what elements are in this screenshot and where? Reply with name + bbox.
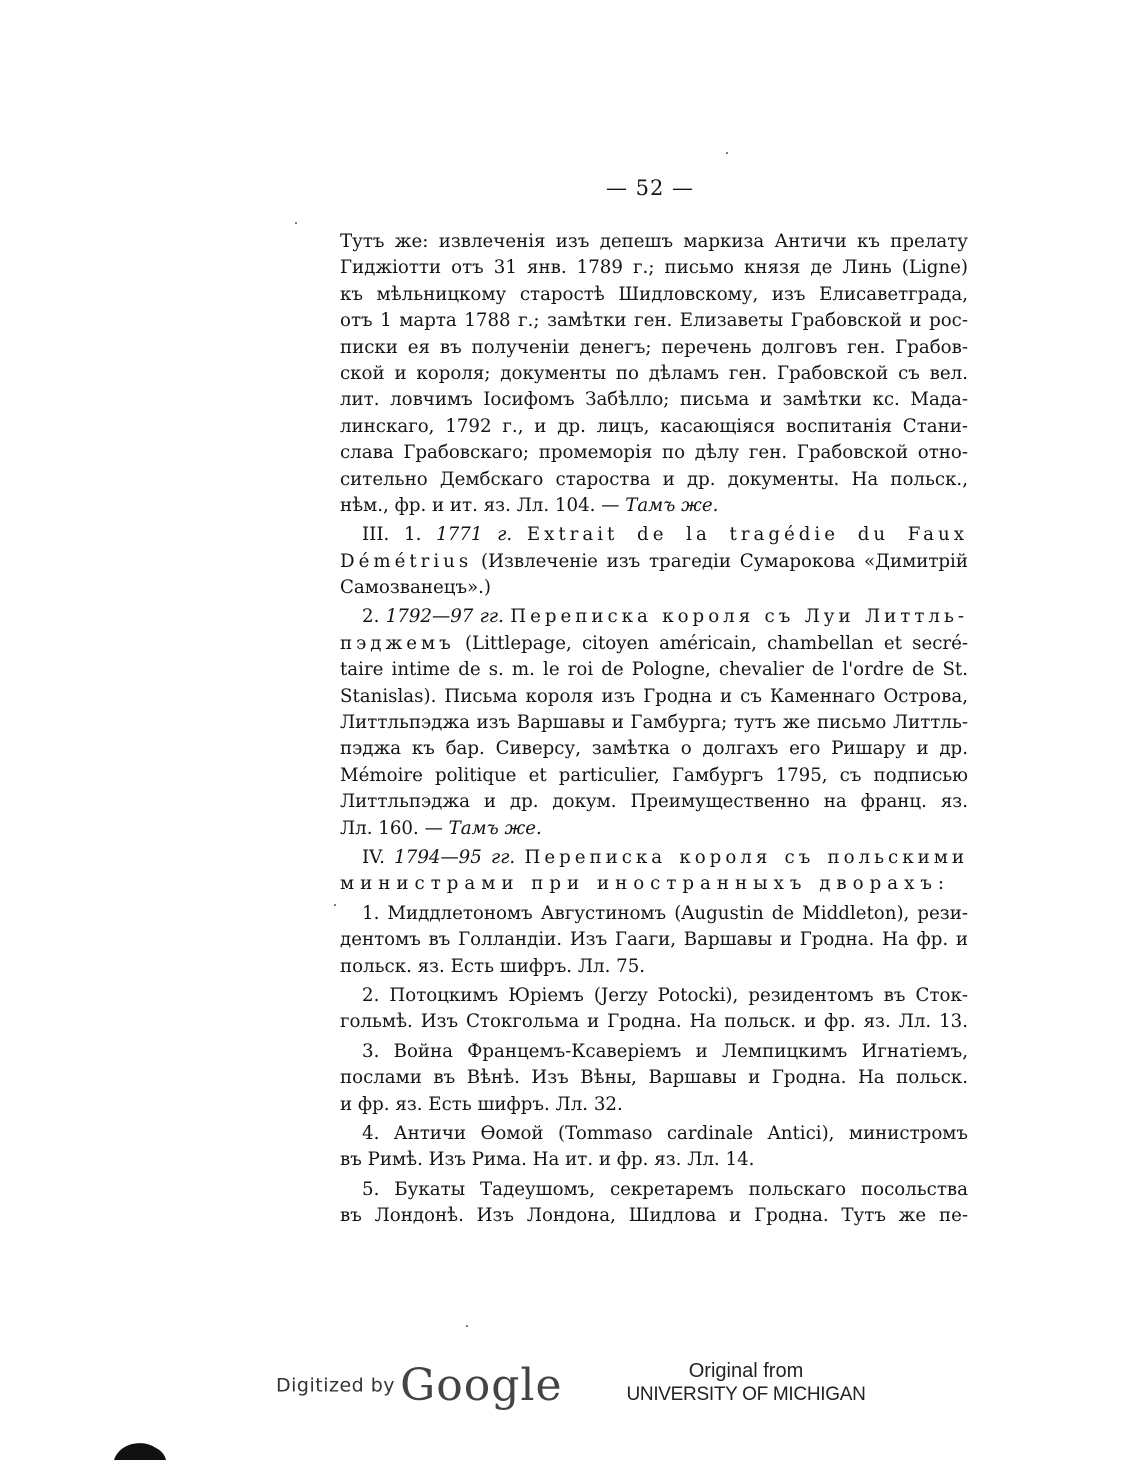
text-line: къ мѣльницкому старостѣ Шидловскому, изъ Елисаветграда, (340, 283, 968, 305)
text-segment: Лл. 160. — (340, 817, 443, 839)
entry-number: III. 1. (362, 524, 422, 546)
text-line: польск. яз. Есть шифръ. Лл. 75. (340, 955, 646, 977)
digitized-label: Digitized by (276, 1374, 396, 1397)
entry-title: Extrait de la tragédie du Faux (526, 524, 968, 546)
italic-reference: Тамъ же. (625, 494, 719, 516)
text-line: taire intime de s. m. le roi de Pologne, chevalier de l'ordre de St. (340, 659, 968, 681)
text-line (340, 871, 968, 897)
digitized-by-google (276, 1360, 563, 1411)
entry-date: 1792—97 гг. (385, 606, 504, 628)
entry-title: министрами при иностранныхъ дворахъ: (340, 873, 951, 895)
entry-title: пэджемъ (340, 632, 455, 654)
page-number: — 52 — (605, 176, 695, 200)
scan-speck (726, 152, 728, 154)
text-line: 5. Букаты Тадеушомъ, секретаремъ польскаго посольства (362, 1178, 968, 1200)
text-line: ской и короля; документы по дѣламъ ген. Грабовской съ вел. (340, 362, 968, 384)
original-from-label: Original from (688, 1360, 804, 1382)
main-text (340, 229, 968, 1229)
text-line: Stanislas). Письма короля изъ Гродна и съ Каменнаго Острова, (340, 685, 968, 707)
text-line: Литтльпэджа изъ Варшавы и Гамбурга; тутъ же письмо Литтль- (340, 712, 968, 734)
text-line: слава Грабовскаго; промеморія по дѣлу ген. Грабовской отно- (340, 442, 968, 464)
text-line: Тутъ же: извлеченія изъ депешъ маркиза Античи къ прелату (340, 231, 968, 252)
scan-speck (334, 904, 336, 906)
text-line: Самозванецъ».) (340, 577, 492, 599)
text-line: 1. Миддлетономъ Августиномъ (Augustin de Middleton), рези- (362, 902, 968, 924)
text-line: гольмѣ. Изъ Стокгольма и Гродна. На польск. и фр. яз. Лл. 13. (340, 1011, 968, 1033)
text-line: пэджа къ бар. Сиверсу, замѣтка о долгахъ его Ришару и др. (340, 738, 968, 760)
text-line: 4. Античи Ѳомой (Tommaso cardinale Antici), министромъ (362, 1122, 968, 1144)
text-segment: нѣм., фр. и ит. яз. Лл. 104. — (340, 494, 620, 516)
entry-title: Démétrius (340, 550, 473, 572)
scan-speck (466, 1325, 468, 1327)
ink-blot-icon (112, 1440, 168, 1462)
text-line: писки ея въ полученіи денегъ; перечень долговъ ген. Грабов- (340, 336, 968, 358)
text-line: 3. Война Францемъ-Ксаверіемъ и Лемпицкимъ Игнатіемъ, (362, 1040, 968, 1062)
text-line (340, 493, 968, 519)
text-line (340, 549, 968, 575)
entry-heading (340, 845, 968, 871)
entry-date: 1771 г. (436, 524, 513, 546)
text-segment: (Littlepage, citoyen américain, chambellan et secré- (464, 632, 968, 654)
entry-heading (340, 604, 968, 630)
text-line: Литтльпэджа и др. докум. Преимущественно на франц. яз. (340, 791, 968, 813)
original-from-notice (620, 1360, 872, 1406)
text-line: сительно Дембскаго староства и др. документы. На польск., (340, 468, 968, 490)
text-line: дентомъ въ Голландіи. Изъ Гааги, Варшавы и Гродна. На фр. и (340, 929, 968, 951)
text-line: въ Римѣ. Изъ Рима. На ит. и фр. яз. Лл. 14. (340, 1149, 755, 1171)
text-line: линскаго, 1792 г., и др. лицъ, касающіяся воспитанія Стани- (340, 415, 968, 437)
entry-date: 1794—95 гг. (394, 846, 516, 868)
university-label: UNIVERSITY OF MICHIGAN (626, 1384, 866, 1405)
text-line: отъ 1 марта 1788 г.; замѣтки ген. Елизаветы Грабовской и рос- (340, 310, 968, 332)
text-line: и фр. яз. Есть шифръ. Лл. 32. (340, 1093, 623, 1115)
text-line: лит. ловчимъ Іосифомъ Забѣлло; письма и замѣтки кс. Мада- (340, 389, 968, 411)
text-line: послами въ Вѣнѣ. Изъ Вѣны, Варшавы и Гродна. На польск. (340, 1067, 968, 1089)
text-segment: (Извлеченіе изъ трагедіи Сумарокова «Димитрій (480, 550, 968, 572)
text-line (340, 631, 968, 657)
text-line (340, 816, 968, 842)
entry-title: Переписка короля съ Луи Литтль- (510, 606, 968, 628)
text-line: въ Лондонѣ. Изъ Лондона, Шидлова и Гродна. Тутъ же пе- (340, 1205, 968, 1227)
entry-number: IV. (362, 846, 385, 868)
entry-heading (340, 522, 968, 548)
text-line: Mémoire politique et particulier, Гамбургъ 1795, съ подписью (340, 764, 968, 786)
scan-speck (295, 222, 297, 224)
entry-number: 2. (362, 606, 380, 628)
italic-reference: Тамъ же. (448, 817, 542, 839)
text-line: Гиджіотти отъ 31 янв. 1789 г.; письмо князя де Линь (Ligne) (340, 257, 968, 279)
text-line: 2. Потоцкимъ Юріемъ (Jerzy Potocki), резидентомъ въ Сток- (362, 984, 968, 1006)
entry-title: Переписка короля съ польскими (524, 846, 969, 868)
google-logo: Google (400, 1360, 563, 1411)
